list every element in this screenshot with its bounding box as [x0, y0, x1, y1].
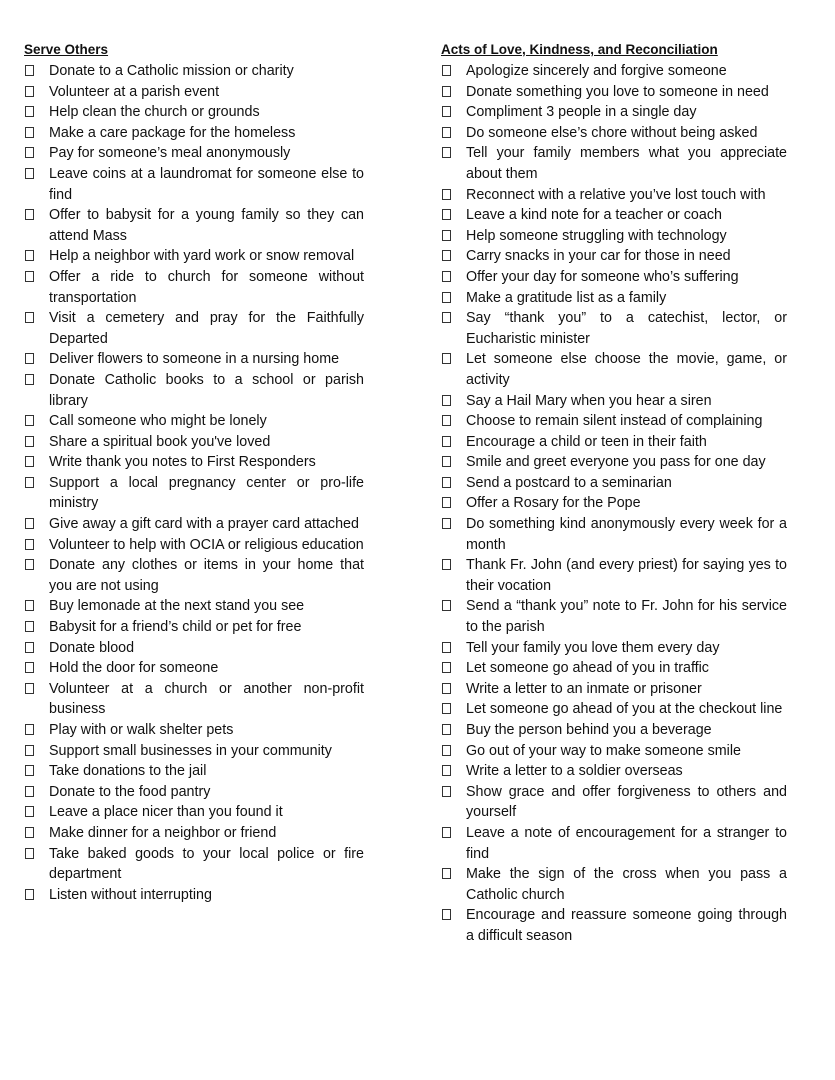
checkbox-icon[interactable] — [442, 642, 451, 653]
checklist-item — [24, 370, 364, 411]
serve-others-list — [24, 61, 364, 905]
checklist-item-text: Donate to a Catholic mission or charity — [49, 63, 294, 79]
checklist-item-text: Write a letter to an inmate or prisoner — [466, 680, 702, 697]
checkbox-icon[interactable] — [442, 477, 451, 488]
checklist-item-text: Make a care package for the homeless — [49, 124, 296, 141]
checkbox-icon[interactable] — [25, 312, 34, 323]
checkbox-icon[interactable] — [442, 106, 451, 117]
checklist-item — [441, 823, 787, 864]
checkbox-icon[interactable] — [442, 415, 451, 426]
checkbox-icon[interactable] — [442, 147, 451, 158]
checklist-item — [24, 246, 364, 267]
checklist-item-text: Write thank you notes to First Responders — [49, 454, 316, 471]
checkbox-icon[interactable] — [442, 745, 451, 756]
checklist-item — [24, 720, 364, 741]
checkbox-icon[interactable] — [25, 889, 34, 900]
checklist-item-text: Volunteer at a church or another non-profit business — [49, 680, 364, 718]
checklist-item — [441, 514, 787, 555]
checkbox-icon[interactable] — [25, 477, 34, 488]
checklist-item-text: Pay for someone’s meal anonymously — [49, 145, 291, 162]
checklist-item-text: Do someone else’s chore without being asked — [466, 124, 758, 141]
checklist-item — [441, 123, 787, 144]
checkbox-icon[interactable] — [25, 539, 34, 550]
checklist-item — [441, 761, 787, 782]
checkbox-icon[interactable] — [25, 250, 34, 261]
checkbox-icon[interactable] — [442, 312, 451, 323]
checklist-item — [24, 782, 364, 803]
checkbox-icon[interactable] — [25, 518, 34, 529]
checklist-item-text: Take donations to the jail — [49, 763, 207, 780]
checkbox-icon[interactable] — [25, 209, 34, 220]
checklist-item-text: Encourage and reassure someone going through a difficult season — [466, 907, 787, 944]
checklist-item — [441, 555, 787, 596]
checklist-item-text: Leave a note of encouragement for a stranger to find — [466, 824, 787, 862]
checkbox-icon[interactable] — [442, 86, 451, 97]
checklist-item — [441, 679, 787, 700]
checklist-item — [441, 185, 787, 206]
checklist-item-text: Make dinner for a neighbor or friend — [49, 824, 277, 841]
checklist-item-text: Share a spiritual book you've loved — [49, 433, 271, 450]
checklist-item — [441, 493, 787, 514]
checklist-item — [441, 82, 787, 103]
checkbox-icon[interactable] — [442, 65, 451, 76]
checklist-item-text: Reconnect with a relative you’ve lost touch with — [466, 186, 766, 203]
checkbox-icon[interactable] — [25, 683, 34, 694]
checklist-item-text: Give away a gift card with a prayer card attached — [49, 516, 359, 533]
checklist-item — [441, 246, 787, 267]
checklist-item-text: Offer a Rosary for the Pope — [466, 495, 641, 512]
checklist-item — [441, 720, 787, 741]
checklist-item-text: Help clean the church or grounds — [49, 104, 260, 121]
checklist-item — [24, 658, 364, 679]
checkbox-icon[interactable] — [442, 518, 451, 529]
checkbox-icon[interactable] — [25, 642, 34, 653]
checklist-item — [441, 411, 787, 432]
checklist-item-text: Carry snacks in your car for those in need — [466, 248, 731, 265]
checkbox-icon[interactable] — [25, 600, 34, 611]
checkbox-icon[interactable] — [25, 127, 34, 138]
checklist-item — [441, 308, 787, 349]
checkbox-icon[interactable] — [25, 765, 34, 776]
checkbox-icon[interactable] — [442, 559, 451, 570]
checklist-item-text: Show grace and offer forgiveness to others and yourself — [466, 783, 787, 821]
checklist-item — [24, 617, 364, 638]
checklist-item-text: Offer to babysit for a young family so they can attend Mass — [49, 207, 364, 244]
checklist-item — [441, 288, 787, 309]
checklist-item — [441, 432, 787, 453]
checklist-item-text: Support a local pregnancy center or pro-life ministry — [49, 474, 364, 512]
checklist-item-text: Offer a ride to church for someone without transportation — [49, 268, 364, 306]
checklist-item — [441, 905, 787, 946]
checklist-item-text: Donate any clothes or items in your home that you are not using — [49, 557, 364, 594]
checkbox-icon[interactable] — [442, 724, 451, 735]
checklist-item-text: Buy lemonade at the next stand you see — [49, 598, 305, 615]
checkbox-icon[interactable] — [25, 86, 34, 97]
checkbox-icon[interactable] — [442, 230, 451, 241]
checklist-item — [441, 699, 787, 720]
checkbox-icon[interactable] — [442, 662, 451, 673]
checklist-item — [24, 596, 364, 617]
checklist-item — [24, 844, 364, 885]
checklist-item — [441, 391, 787, 412]
checkbox-icon[interactable] — [25, 827, 34, 838]
checklist-item — [24, 308, 364, 349]
checklist-item-text: Leave coins at a laundromat for someone else to find — [49, 165, 364, 203]
checklist-item — [24, 349, 364, 370]
checklist-item-text: Let someone go ahead of you at the checkout line — [466, 701, 783, 718]
checklist-item — [24, 679, 364, 720]
checklist-item — [24, 432, 364, 453]
checklist-item — [24, 535, 364, 556]
checkbox-icon[interactable] — [442, 683, 451, 694]
checklist-item — [441, 267, 787, 288]
checkbox-icon[interactable] — [25, 271, 34, 282]
checklist-item — [441, 226, 787, 247]
checklist-item-text: Go out of your way to make someone smile — [466, 742, 741, 759]
checklist-item — [24, 885, 364, 906]
checklist-item-text: Babysit for a friend’s child or pet for free — [49, 619, 302, 636]
checkbox-icon[interactable] — [25, 848, 34, 859]
checklist-item-text: Volunteer at a parish event — [49, 83, 220, 100]
checkbox-icon[interactable] — [442, 209, 451, 220]
checklist-item — [441, 473, 787, 494]
checklist-item-text: Play with or walk shelter pets — [49, 722, 234, 738]
checklist-item-text: Volunteer to help with OCIA or religious education — [49, 536, 364, 553]
checklist-item-text: Thank Fr. John (and every priest) for saying yes to their vocation — [466, 557, 787, 594]
checklist-item — [441, 61, 787, 82]
checkbox-icon[interactable] — [25, 415, 34, 426]
checkbox-icon[interactable] — [25, 786, 34, 797]
checklist-item-text: Support small businesses in your community — [49, 742, 332, 759]
checkbox-icon[interactable] — [442, 271, 451, 282]
checklist-item — [24, 61, 364, 82]
checkbox-icon[interactable] — [25, 662, 34, 673]
checkbox-icon[interactable] — [25, 353, 34, 364]
checklist-item — [441, 452, 787, 473]
checklist-item-text: Hold the door for someone — [49, 660, 219, 677]
checkbox-icon[interactable] — [442, 395, 451, 406]
checklist-item-text: Send a “thank you” note to Fr. John for his service to the parish — [466, 598, 787, 636]
checklist-item-text: Call someone who might be lonely — [49, 413, 267, 430]
acts-of-love-list — [441, 61, 787, 947]
checkbox-icon[interactable] — [442, 827, 451, 838]
checklist-item — [24, 452, 364, 473]
checklist-item-text: Do something kind anonymously every week for a month — [466, 516, 787, 553]
checklist-item-text: Let someone go ahead of you in traffic — [466, 660, 709, 677]
checkbox-icon[interactable] — [442, 600, 451, 611]
checklist-item — [441, 349, 787, 390]
checklist-item-text: Tell your family you love them every day — [466, 639, 720, 656]
checklist-item-text: Deliver flowers to someone in a nursing home — [49, 351, 340, 368]
checkbox-icon[interactable] — [25, 806, 34, 817]
checklist-item — [441, 205, 787, 226]
checklist-item — [24, 267, 364, 308]
checklist-item — [441, 102, 787, 123]
checkbox-icon[interactable] — [25, 456, 34, 467]
checklist-item — [24, 102, 364, 123]
checklist-item-text: Choose to remain silent instead of complaining — [466, 413, 763, 430]
checklist-item-text: Compliment 3 people in a single day — [466, 104, 697, 121]
checklist-item — [24, 638, 364, 659]
checkbox-icon[interactable] — [25, 65, 34, 76]
checklist-item-text: Make a gratitude list as a family — [466, 289, 667, 306]
checklist-item — [441, 596, 787, 637]
checkbox-icon[interactable] — [442, 353, 451, 364]
checklist-item-text: Offer your day for someone who’s suffering — [466, 268, 739, 285]
checklist-item — [24, 164, 364, 205]
checklist-item-text: Make the sign of the cross when you pass a Catholic church — [466, 866, 787, 903]
checkbox-icon[interactable] — [25, 168, 34, 179]
serve-others-heading: Serve Others — [24, 42, 109, 57]
checklist-item-text: Donate Catholic books to a school or parish library — [49, 371, 364, 409]
checklist-item-text: Smile and greet everyone you pass for one day — [466, 454, 766, 471]
checklist-item — [24, 823, 364, 844]
checklist-item-text: Take baked goods to your local police or fire department — [49, 845, 364, 883]
checklist-item-text: Tell your family members what you appreciate about them — [466, 145, 787, 182]
acts-of-love-heading: Acts of Love, Kindness, and Reconciliation — [441, 42, 718, 57]
checklist-item — [441, 658, 787, 679]
checklist-item-text: Leave a kind note for a teacher or coach — [466, 207, 722, 224]
checklist-item — [24, 802, 364, 823]
checkbox-icon[interactable] — [25, 106, 34, 117]
checkbox-icon[interactable] — [442, 909, 451, 920]
checklist-item — [24, 123, 364, 144]
checklist-item — [24, 473, 364, 514]
checklist-item — [24, 741, 364, 762]
checklist-item — [24, 555, 364, 596]
checkbox-icon[interactable] — [442, 765, 451, 776]
checklist-item — [24, 411, 364, 432]
checklist-item — [441, 638, 787, 659]
checklist-item-text: Visit a cemetery and pray for the Faithfully Departed — [49, 310, 364, 347]
checkbox-icon[interactable] — [442, 497, 451, 508]
checklist-item-text: Donate to the food pantry — [49, 783, 211, 800]
checkbox-icon[interactable] — [442, 189, 451, 200]
checklist-item — [441, 741, 787, 762]
checklist-item-text: Send a postcard to a seminarian — [466, 474, 672, 491]
checkbox-icon[interactable] — [25, 724, 34, 735]
checkbox-icon[interactable] — [442, 703, 451, 714]
checklist-item-text: Help a neighbor with yard work or snow removal — [49, 248, 355, 265]
checklist-item — [24, 143, 364, 164]
checkbox-icon[interactable] — [442, 786, 451, 797]
checklist-item — [24, 761, 364, 782]
checklist-item-text: Donate something you love to someone in need — [466, 83, 769, 100]
checklist-item-text: Leave a place nicer than you found it — [49, 804, 283, 821]
checklist-item — [441, 782, 787, 823]
checkbox-icon[interactable] — [25, 559, 34, 570]
checkbox-icon[interactable] — [25, 147, 34, 158]
checklist-item-text: Buy the person behind you a beverage — [466, 722, 712, 738]
checklist-item-text: Donate blood — [49, 639, 135, 656]
checklist-item-text: Listen without interrupting — [49, 886, 212, 903]
checklist-item-text: Write a letter to a soldier overseas — [466, 763, 683, 780]
checklist-item-text: Let someone else choose the movie, game, or activity — [466, 351, 787, 388]
checkbox-icon[interactable] — [25, 745, 34, 756]
acts-of-love-column — [441, 40, 787, 947]
checklist-item-text: Help someone struggling with technology — [466, 227, 727, 244]
checklist-item — [24, 205, 364, 246]
checkbox-icon[interactable] — [442, 292, 451, 303]
checklist-item-text: Say “thank you” to a catechist, lector, or Eucharistic minister — [466, 310, 787, 347]
checkbox-icon[interactable] — [442, 436, 451, 447]
checkbox-icon[interactable] — [25, 436, 34, 447]
checklist-item — [441, 143, 787, 184]
checklist-item-text: Say a Hail Mary when you hear a siren — [466, 392, 712, 409]
checkbox-icon[interactable] — [442, 127, 451, 138]
checkbox-icon[interactable] — [25, 621, 34, 632]
checkbox-icon[interactable] — [442, 250, 451, 261]
serve-others-column — [24, 40, 364, 905]
checklist-item — [24, 514, 364, 535]
checkbox-icon[interactable] — [442, 456, 451, 467]
checklist-item-text: Encourage a child or teen in their faith — [466, 433, 707, 450]
checklist-item-text: Apologize sincerely and forgive someone — [466, 63, 727, 79]
checklist-item — [24, 82, 364, 103]
checklist-item — [441, 864, 787, 905]
checkbox-icon[interactable] — [25, 374, 34, 385]
checkbox-icon[interactable] — [442, 868, 451, 879]
